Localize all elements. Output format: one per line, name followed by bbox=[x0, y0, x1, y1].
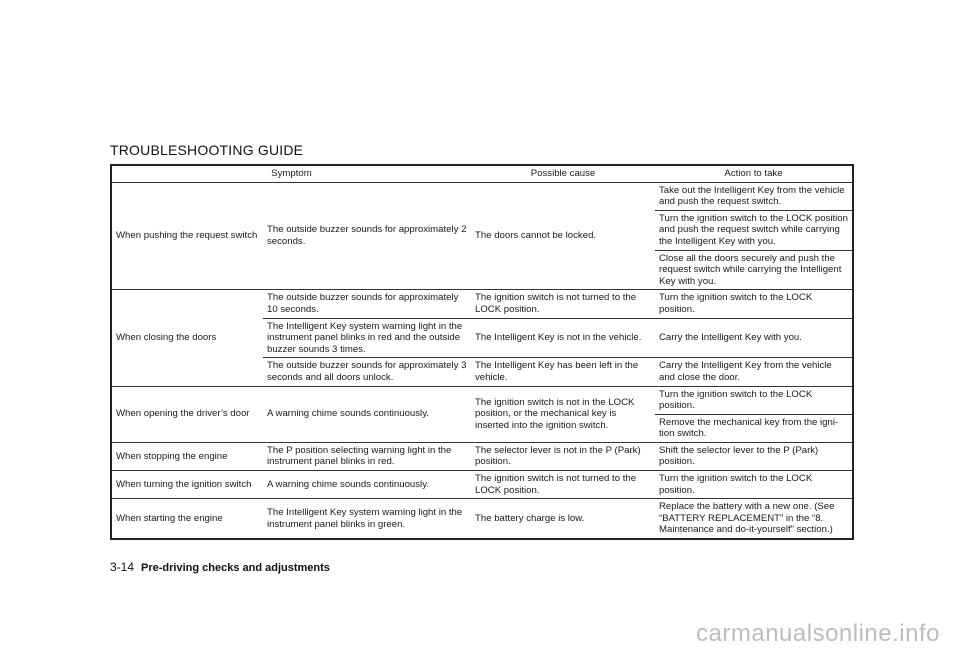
header-action-to-take: Action to take bbox=[655, 165, 853, 182]
possible-cause-cell: The ignition switch is not turned to the LOCK position. bbox=[471, 290, 655, 318]
section-title: TROUBLESHOOTING GUIDE bbox=[110, 142, 304, 158]
possible-cause-cell: The ignition switch is not turned to the LOCK position. bbox=[471, 471, 655, 499]
symptom-cell: When pushing the request switch bbox=[111, 182, 263, 290]
possible-cause-cell: The doors cannot be locked. bbox=[471, 182, 655, 290]
condition-cell: The Intelligent Key system warning light in the instrument panel blinks in green. bbox=[263, 499, 471, 539]
table-row bbox=[111, 290, 853, 318]
action-cell: Turn the ignition switch to the LOCK position. bbox=[655, 290, 853, 318]
symptom-cell: When turning the ignition switch bbox=[111, 471, 263, 499]
possible-cause-cell: The ignition switch is not in the LOCK position, or the mechanical key is inserted into the ignition switch. bbox=[471, 386, 655, 442]
action-cell: Take out the Intelligent Key from the vehicle and push the request switch. bbox=[655, 182, 853, 210]
page-number: 3-14 bbox=[110, 560, 135, 574]
table-row bbox=[111, 386, 853, 414]
header-symptom: Symptom bbox=[111, 165, 471, 182]
table-header-row bbox=[111, 165, 853, 182]
possible-cause-cell: The Intelligent Key has been left in the vehicle. bbox=[471, 358, 655, 386]
symptom-cell: When stopping the engine bbox=[111, 442, 263, 470]
table-row bbox=[111, 182, 853, 210]
action-cell: Close all the doors securely and push the request switch while carrying the Intelligent Key with you. bbox=[655, 250, 853, 290]
symptom-cell: When closing the doors bbox=[111, 290, 263, 386]
condition-cell: The outside buzzer sounds for approximately 2 seconds. bbox=[263, 182, 471, 290]
action-cell: Carry the Intelligent Key with you. bbox=[655, 318, 853, 358]
chapter-title: Pre-driving checks and adjustments bbox=[141, 562, 330, 574]
action-cell: Turn the ignition switch to the LOCK position. bbox=[655, 386, 853, 414]
page-footer bbox=[110, 560, 330, 574]
troubleshooting-table bbox=[110, 164, 854, 540]
action-cell: Remove the mechanical key from the igni-tion switch. bbox=[655, 414, 853, 442]
possible-cause-cell: The Intelligent Key is not in the vehicle. bbox=[471, 318, 655, 358]
table-row bbox=[111, 442, 853, 470]
possible-cause-cell: The selector lever is not in the P (Park) position. bbox=[471, 442, 655, 470]
header-possible-cause: Possible cause bbox=[471, 165, 655, 182]
table-row bbox=[111, 499, 853, 539]
condition-cell: A warning chime sounds continuously. bbox=[263, 471, 471, 499]
table-row bbox=[111, 471, 853, 499]
action-cell: Replace the battery with a new one. (See “BATTERY REPLACEMENT” in the “8. Maintenance and do-it-yourself” section.) bbox=[655, 499, 853, 539]
condition-cell: The outside buzzer sounds for approximately 10 seconds. bbox=[263, 290, 471, 318]
condition-cell: The Intelligent Key system warning light in the instrument panel blinks in red and the outside buzzer sounds 3 times. bbox=[263, 318, 471, 358]
watermark: carmanualsonline.info bbox=[696, 620, 940, 647]
symptom-cell: When starting the engine bbox=[111, 499, 263, 539]
condition-cell: The P position selecting warning light in the instrument panel blinks in red. bbox=[263, 442, 471, 470]
condition-cell: A warning chime sounds continuously. bbox=[263, 386, 471, 442]
action-cell: Shift the selector lever to the P (Park) position. bbox=[655, 442, 853, 470]
action-cell: Turn the ignition switch to the LOCK position. bbox=[655, 471, 853, 499]
condition-cell: The outside buzzer sounds for approximately 3 seconds and all doors unlock. bbox=[263, 358, 471, 386]
possible-cause-cell: The battery charge is low. bbox=[471, 499, 655, 539]
symptom-cell: When opening the driver’s door bbox=[111, 386, 263, 442]
action-cell: Carry the Intelligent Key from the vehicle and close the door. bbox=[655, 358, 853, 386]
action-cell: Turn the ignition switch to the LOCK position and push the request switch while carrying the Intelligent Key with you. bbox=[655, 210, 853, 250]
